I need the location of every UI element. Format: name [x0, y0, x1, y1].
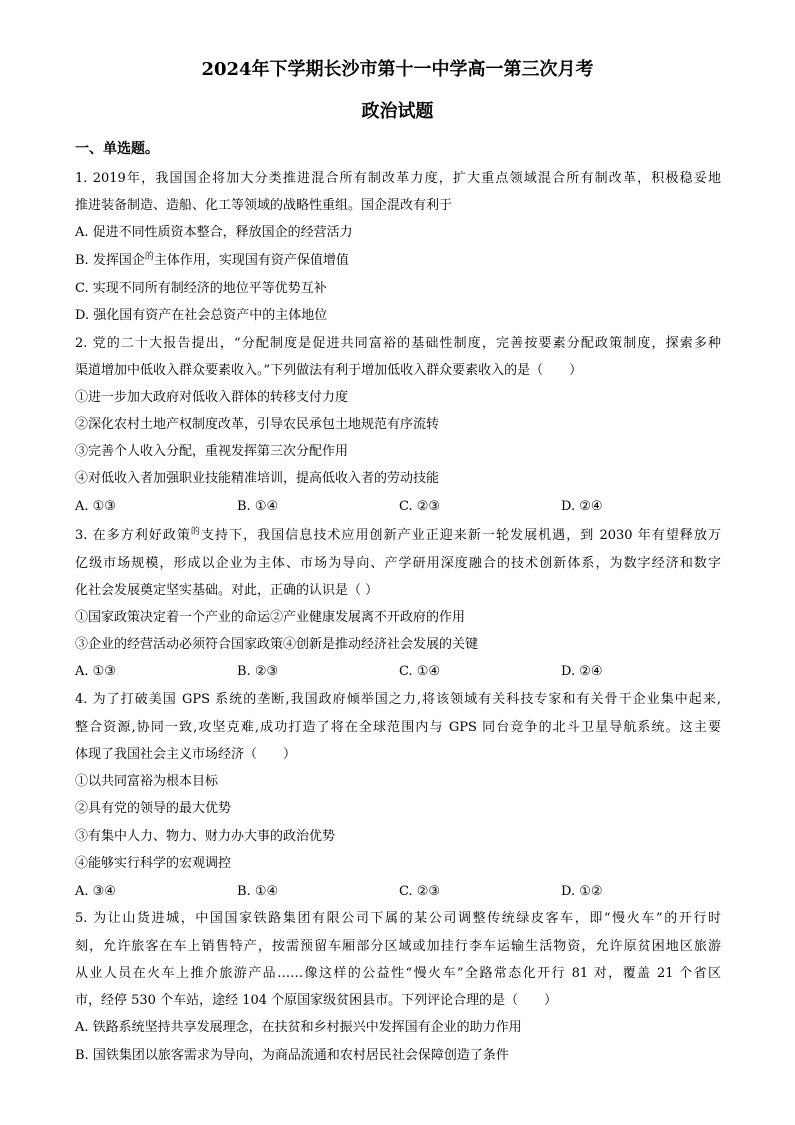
q5-stem-line2: 刻，允许旅客在车上销售特产，按需预留车厢部分区域或加挂行李车运输生活物资，允许原贫困地区旅游 — [75, 939, 721, 954]
q1-option-d: D. 强化国有资产在社会总资产中的主体地位 — [75, 308, 328, 323]
q2-statement-2: ②深化农村土地产权制度改革，引导农民承包土地规范有序流转 — [75, 417, 440, 432]
q3-stem-line3: 化社会发展奠定坚实基础。对此，正确的认识是（ ） — [75, 583, 379, 598]
q3-stem-line2: 亿级市场规模，形成以企业为主体、市场为导向、产学研用深度融合的技术创新体系，为数字经济和数字 — [75, 556, 721, 571]
q2-statement-3: ③完善个人收入分配，重视发挥第三次分配作用 — [75, 444, 349, 459]
q2-option-c: C. ②③ — [399, 499, 441, 514]
q4-statement-2: ②具有党的领导的最大优势 — [75, 801, 232, 816]
q4-statement-1: ①以共同富裕为根本目标 — [75, 774, 219, 789]
q5-stem-line3: 从业人员在火车上推介旅游产品……像这样的公益性“慢火车”全路常态化开行 81 对，覆盖 21 个省区 — [75, 966, 721, 981]
q4-statement-3: ③有集中人力、物力、财力办大事的政治优势 — [75, 829, 336, 844]
q1-stem-line2: 推进装备制造、造船、化工等领域的战略性重组。国企混改有利于 — [75, 198, 453, 213]
q2-statement-4: ④对低收入者加强职业技能精准培训，提高低收入者的劳动技能 — [75, 471, 440, 486]
q3-statements-1-2: ①国家政策决定着一个产业的命运②产业健康发展离不开政府的作用 — [75, 610, 466, 625]
exam-subtitle: 政治试题 — [361, 101, 434, 122]
q1-option-b-post: 主体作用，实现国有资产保值增值 — [153, 253, 349, 268]
q1-stem-line1: 1. 2019年，我国国企将加大分类推进混合所有制改革力度，扩大重点领域混合所有制改革，积极稳妥地 — [75, 171, 721, 186]
q4-stem-line3: 体现了我国社会主义市场经济（ ） — [75, 747, 297, 762]
q1-option-b-sup: 的 — [144, 252, 154, 262]
q2-statement-1: ①进一步加大政府对低收入群体的转移支付力度 — [75, 390, 349, 405]
q4-stem-line2: 整合资源,协同一致,攻坚克难,成功打造了将在全球范围内与 GPS 同台竞争的北斗卫星导航系统。这主要 — [75, 720, 721, 735]
q3-option-c: C. ①④ — [399, 664, 441, 679]
q3-stem-line1-sup: 的 — [190, 527, 201, 537]
section-heading: 一、单选题。 — [75, 141, 159, 157]
q1-option-c: C. 实现不同所有制经济的地位平等优势互补 — [75, 281, 327, 296]
q2-option-a: A. ①③ — [75, 499, 116, 514]
q3-option-b: B. ②③ — [237, 664, 279, 679]
q2-option-b: B. ①④ — [237, 499, 279, 514]
q3-stem-line1 — [75, 527, 721, 546]
q1-option-b — [75, 252, 349, 271]
q3-stem-line1-pre: 3. 在多方利好政策 — [75, 528, 191, 543]
q5-option-b: B. 国铁集团以旅客需求为导向，为商品流通和农村居民社会保障创造了条件 — [75, 1048, 509, 1063]
q5-stem-line4: 市，经停 530 个车站，途经 104 个原国家级贫困县市。下列评论合理的是（ ） — [75, 993, 558, 1008]
q3-stem-line1-post: 支持下，我国信息技术应用创新产业正迎来新一轮发展机遇，到 2030 年有望释放万 — [200, 528, 721, 543]
q4-option-b: B. ①④ — [237, 884, 279, 899]
q2-option-d: D. ②④ — [561, 499, 603, 514]
q1-option-b-pre: B. 发挥国企 — [75, 253, 145, 268]
q2-stem-line2: 渠道增加中低收入群众要素收入。”下列做法有利于增加低收入群众要素收入的是（ ） — [75, 363, 583, 378]
q2-stem-line1: 2. 党的二十大报告提出，“分配制度是促进共同富裕的基础性制度，完善按要素分配政策制度，探索多种 — [75, 336, 721, 351]
q3-statements-3-4: ③企业的经营活动必须符合国家政策④创新是推动经济社会发展的关键 — [75, 637, 479, 652]
q3-option-d: D. ②④ — [561, 664, 603, 679]
q3-option-a: A. ①③ — [75, 664, 116, 679]
q4-statement-4: ④能够实行科学的宏观调控 — [75, 856, 232, 871]
q1-option-a: A. 促进不同性质资本整合，释放国企的经营活力 — [75, 225, 353, 240]
q5-stem-line1: 5. 为让山货进城，中国国家铁路集团有限公司下属的某公司调整传统绿皮客车，即“慢火车”的开行时 — [75, 911, 721, 926]
q4-option-d: D. ①② — [561, 884, 603, 899]
q4-stem-line1: 4. 为了打破美国 GPS 系统的垄断,我国政府倾举国之力,将该领域有关科技专家和有关骨干企业集中起来, — [75, 692, 721, 707]
q4-option-c: C. ②③ — [399, 884, 441, 899]
q4-option-a: A. ③④ — [75, 884, 116, 899]
q5-option-a: A. 铁路系统坚持共享发展理念，在扶贫和乡村振兴中发挥国有企业的助力作用 — [75, 1020, 522, 1035]
exam-title: 2024年下学期长沙市第十一中学高一第三次月考 — [201, 59, 594, 80]
